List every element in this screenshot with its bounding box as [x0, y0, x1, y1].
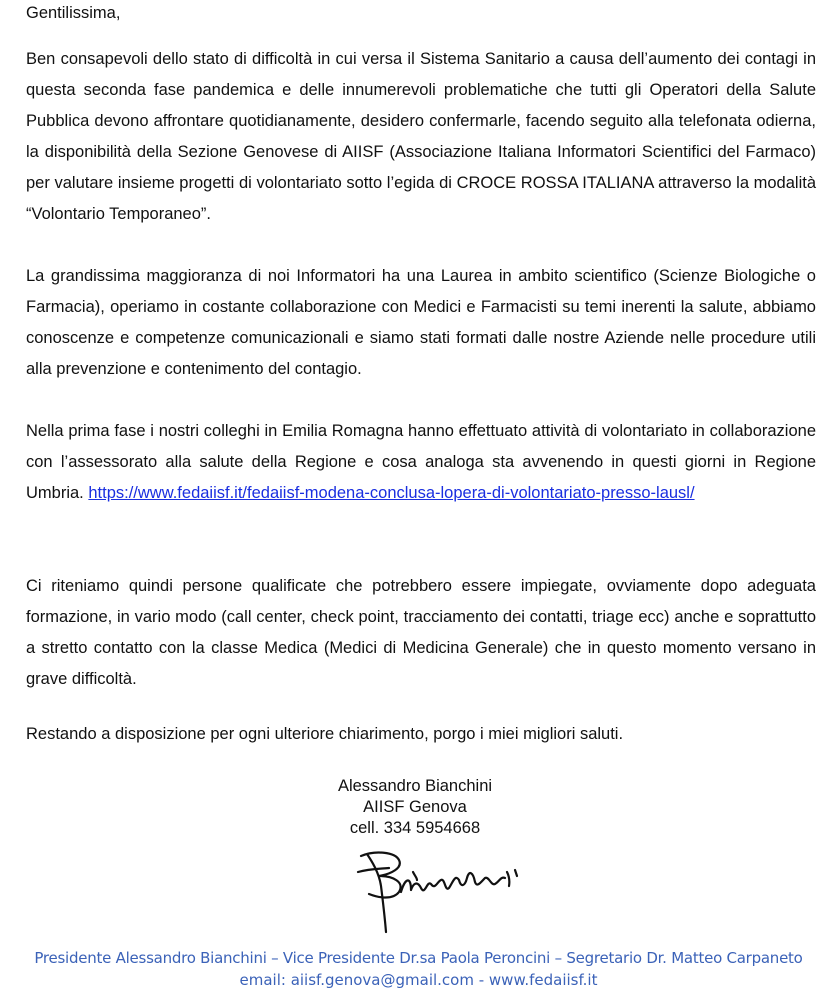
- letter-greeting: Gentilissima,: [26, 4, 121, 22]
- signer-name: Alessandro Bianchini: [337, 777, 493, 795]
- signature-block: [300, 776, 530, 839]
- footer-officers: Presidente Alessandro Bianchini – Vice Presidente Dr.sa Paola Peroncini – Segretario Dr. Matteo Carpaneto: [34, 949, 803, 967]
- handwritten-signature: [355, 842, 525, 934]
- volunteer-article-link[interactable]: https://www.fedaiisf.it/fedaiisf-modena-conclusa-lopera-di-volontariato-presso-lausl/: [88, 484, 695, 502]
- signer-phone: cell. 334 5954668: [349, 819, 481, 837]
- footer-contacts: email: aiisf.genova@gmail.com - www.fedaiisf.it: [239, 971, 598, 989]
- paragraph-1: Ben consapevoli dello stato di difficoltà in cui versa il Sistema Sanitario a causa dell’aumento dei contagi in questa seconda fase pandemica e delle innumerevoli problematiche che tutti gli Operatori della Salute Pubblica devono affrontare quotidianamente, desidero confermarle, facendo seguito alla telefonata odierna, la disponibilità della Sezione Genovese di AIISF (Associazione Italiana Informatori Scientifici del Farmaco) per valutare insieme progetti di volontariato sotto l’egida di CROCE ROSSA ITALIANA attraverso la modalità “Volontario Temporaneo”.: [26, 50, 816, 223]
- paragraph-2: La grandissima maggioranza di noi Informatori ha una Laurea in ambito scientifico (Scienze Biologiche o Farmacia), operiamo in costante collaborazione con Medici e Farmacisti su temi inerenti la salute, abbiamo conoscenze e competenze comunicazionali e siamo stati formati dalle nostre Aziende nelle procedure utili alla prevenzione e contenimento del contagio.: [26, 267, 816, 378]
- paragraph-3-text: Nella prima fase i nostri colleghi in Emilia Romagna hanno effettuato attività di volontariato in collaborazione con l’assessorato alla salute della Regione e cosa analoga sta avvenendo in questi giorni in Regione Umbria.: [26, 422, 816, 502]
- paragraph-3: [26, 416, 816, 509]
- paragraph-5: Restando a disposizione per ogni ulteriore chiarimento, porgo i miei migliori saluti.: [26, 725, 624, 743]
- paragraph-4: Ci riteniamo quindi persone qualificate che potrebbero essere impiegate, ovviamente dopo adeguata formazione, in vario modo (call center, check point, tracciamento dei contatti, triage ecc) anche e soprattutto a stretto contatto con la classe Medica (Medici di Medicina Generale) che in questo momento versano in grave difficoltà.: [26, 577, 816, 688]
- signer-organization: AIISF Genova: [363, 798, 467, 816]
